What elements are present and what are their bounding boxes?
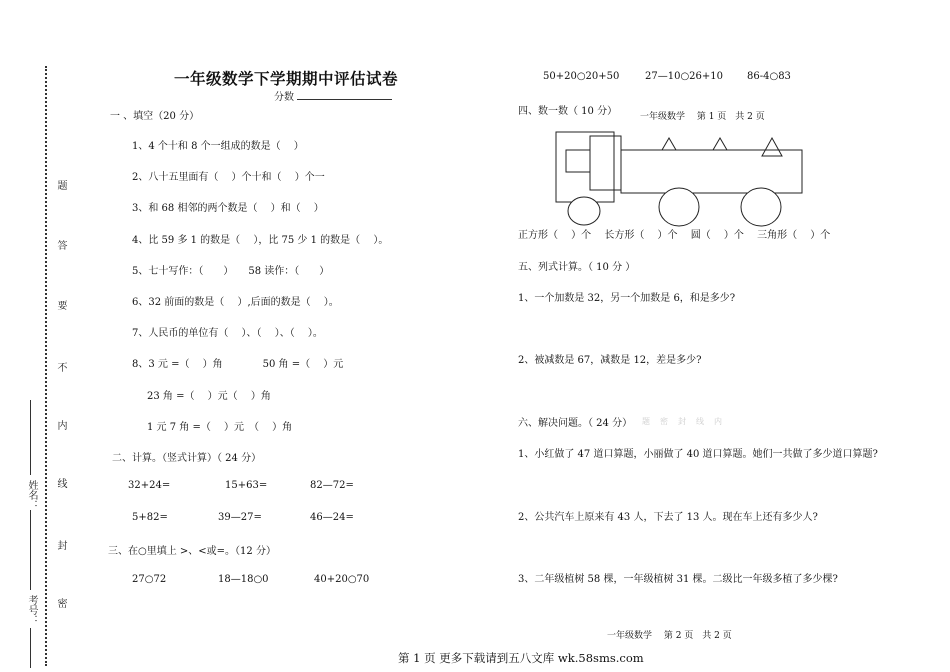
fill-item-3: 3、和 68 相邻的两个数是（ ）和（ ）: [132, 203, 324, 214]
section2-heading: 二、计算。（竖式计算）（ 24 分）: [112, 453, 262, 464]
calc-2: 15+63=: [225, 480, 268, 491]
calc-3: 82—72=: [310, 480, 354, 491]
name-blank-line: [30, 400, 31, 475]
compare-2: 18—18○0: [218, 574, 269, 585]
truck-triangle-1: [662, 138, 676, 150]
name-label: 姓名：: [26, 480, 37, 510]
exam-no-label: 考号：: [26, 595, 37, 625]
calc-1: 32+24=: [128, 480, 171, 491]
margin-char-bu: 不: [55, 362, 66, 372]
margin-char-ti: 题: [55, 180, 66, 190]
truck-cab-square: [556, 132, 614, 202]
problem-3: 3、二年级植树 58 棵，一年级植树 31 棵。二级比一年级多植了多少棵?: [518, 574, 838, 585]
truck-window: [566, 150, 590, 172]
compare-6: 86-4○83: [747, 71, 791, 82]
fill-item-5: 5、七十写作：（ ） 58 读作：（ ）: [132, 266, 330, 277]
truck-triangle-2: [713, 138, 727, 150]
fill-item-1: 1、4 个十和 8 个一组成的数是（ ）: [132, 141, 304, 152]
section4-heading: 四、数一数（ 10 分）: [518, 106, 618, 117]
compare-1: 27○72: [132, 574, 167, 585]
truck-wheel-2: [659, 188, 699, 226]
name-blank-line-2: [30, 510, 31, 590]
margin-char-xian: 线: [55, 478, 66, 488]
margin-char-yao: 要: [55, 300, 66, 310]
problem-1: 1、小红做了 47 道口算题，小丽做了 40 道口算题。她们一共做了多少道口算题?: [518, 449, 878, 460]
fill-item-8: 8、3 元 =（ ）角 50 角 =（ ）元: [132, 359, 344, 370]
compare-3: 40+20○70: [314, 574, 370, 585]
problem-2: 2、公共汽车上原来有 43 人，下去了 13 人。现在车上还有多少人?: [518, 512, 818, 523]
margin-char-da: 答: [55, 240, 66, 250]
fill-item-6: 6、32 前面的数是（ ）,后面的数是（ ）。: [132, 297, 339, 308]
page-title: 一年级数学下学期期中评估试卷: [174, 69, 399, 88]
header-note: 一年级数学 第 1 页 共 2 页: [640, 112, 765, 122]
faint-watermark: 题 密 封 线 内: [642, 417, 723, 426]
margin-char-feng: 封: [55, 540, 66, 550]
truck-cab-rect: [590, 136, 621, 190]
section3-heading: 三、在○里填上 >、<或=。（12 分）: [108, 546, 276, 557]
page-footer-note: 一年级数学 第 2 页 共 2 页: [607, 631, 732, 641]
fill-item-8c: 1 元 7 角 =（ ）元 （ ）角: [147, 422, 293, 433]
compare-4: 50+20○20+50: [543, 71, 620, 82]
calc-6: 46—24=: [310, 512, 354, 523]
score-blank-line: [297, 99, 392, 100]
calc-5: 39—27=: [218, 512, 262, 523]
section6-heading: 六、解决问题。（ 24 分）: [518, 418, 633, 429]
binding-dotted-line: [45, 66, 47, 666]
expr-item-2: 2、被减数是 67，减数是 12，差是多少?: [518, 355, 702, 366]
fill-item-8b: 23 角 =（ ）元（ ）角: [147, 391, 271, 402]
truck-drawing: [550, 125, 810, 230]
margin-char-mi: 密: [55, 598, 66, 608]
truck-wheel-3: [741, 188, 781, 226]
compare-5: 27—10○26+10: [645, 71, 724, 82]
exam-no-blank-line: [30, 628, 31, 668]
margin-char-nei: 内: [55, 420, 66, 430]
shape-count-line: 正方形（ ）个 长方形（ ）个 圆（ ）个 三角形（ ）个: [518, 230, 831, 241]
fill-item-2: 2、八十五里面有（ ）个十和（ ）个一: [132, 172, 325, 183]
calc-4: 5+82=: [132, 512, 168, 523]
fill-item-4: 4、比 59 多 1 的数是（ ），比 75 少 1 的数是（ ）。: [132, 235, 389, 246]
score-label: 分数: [274, 92, 294, 103]
section5-heading: 五、列式计算。（ 10 分 ）: [518, 262, 636, 273]
truck-wheel-1: [568, 197, 600, 225]
fill-item-7: 7、人民币的单位有（ ）、（ ）、（ ）。: [132, 328, 323, 339]
truck-triangle-3: [762, 138, 782, 156]
expr-item-1: 1、一个加数是 32，另一个加数是 6，和是多少?: [518, 293, 736, 304]
page-footer: 第 1 页 更多下载请到五八文库 wk.58sms.com: [398, 651, 644, 665]
section1-heading: 一 、填空（20 分）: [110, 111, 200, 122]
